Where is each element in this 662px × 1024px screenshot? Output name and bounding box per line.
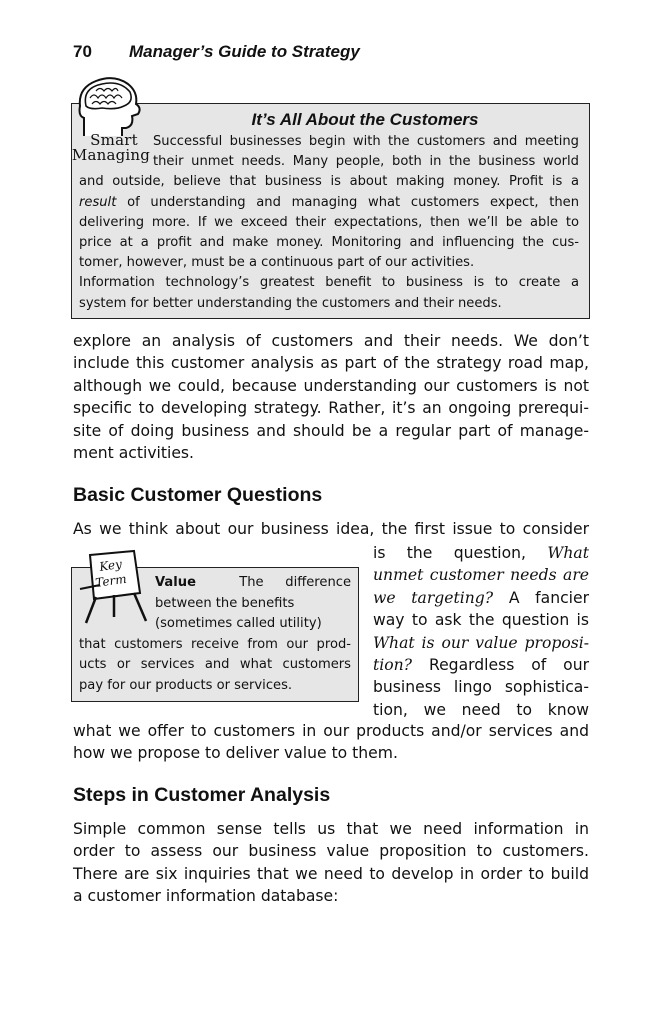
key-term-definition: Value The difference between the benefits (sometimes called utility) that customers receive from our prod- ucts or services and what customers pay for our products or services. [79,575,352,693]
sidebar-body: Successful businesses begin with the customers and meeting their unmet needs. Many people, both in the business world and outside, believe that business is about making money. Profit is a result of understanding and managing what customers expect, then delivering more. If we exceed their expectations, then we’ll be able to price at a profit and make money. Monitoring and influencing the cus- tomer, however, must be a continuous part of our activities. Information technology’s greatest benefit to business is to create a system for better understanding the customers and their needs. [79,134,579,311]
svg-text:Term: Term [94,571,128,590]
page-number: 70 [73,42,92,61]
paragraph-questions-first-line: As we think about our business idea, the first issue to consider [73,520,589,538]
smart-managing-label: Smart Managing [71,131,151,164]
paragraph-intro: explore an analysis of customers and their needs. We don’t include this customer analysis as part of the strategy road map, although we could, because understanding our customers is not specific to developing strategy. Rather, it’s an ongoing prerequi- site of doing business and should be a regular part of manage- ment activities. [73,332,589,463]
italic-result: result [79,194,117,210]
brain-head-icon [76,76,146,138]
book-title: Manager’s Guide to Strategy [129,42,360,61]
paragraph-steps: Simple common sense tells us that we need information in order to assess our business value proposition to customers. There are six inquiries that we need to develop in order to build a customer information database: [73,820,589,906]
heading-steps-in-customer-analysis: Steps in Customer Analysis [73,784,331,806]
paragraph-questions-rest: what we offer to customers in our products and/or services and how we propose to deliver value to them. [73,722,589,763]
sidebar-title: It’s All About the Customers [251,110,479,129]
wrapped-text-column: is the question, What unmet customer needs are we targeting? A fancier way to ask the question is What is our value proposi- tion? Regardless of our business lingo sophistica- tion, we need to know [373,544,589,719]
key-term-word: Value [155,575,196,590]
heading-basic-customer-questions: Basic Customer Questions [73,484,323,506]
running-header [73,42,360,62]
svg-text:Key: Key [98,556,123,574]
